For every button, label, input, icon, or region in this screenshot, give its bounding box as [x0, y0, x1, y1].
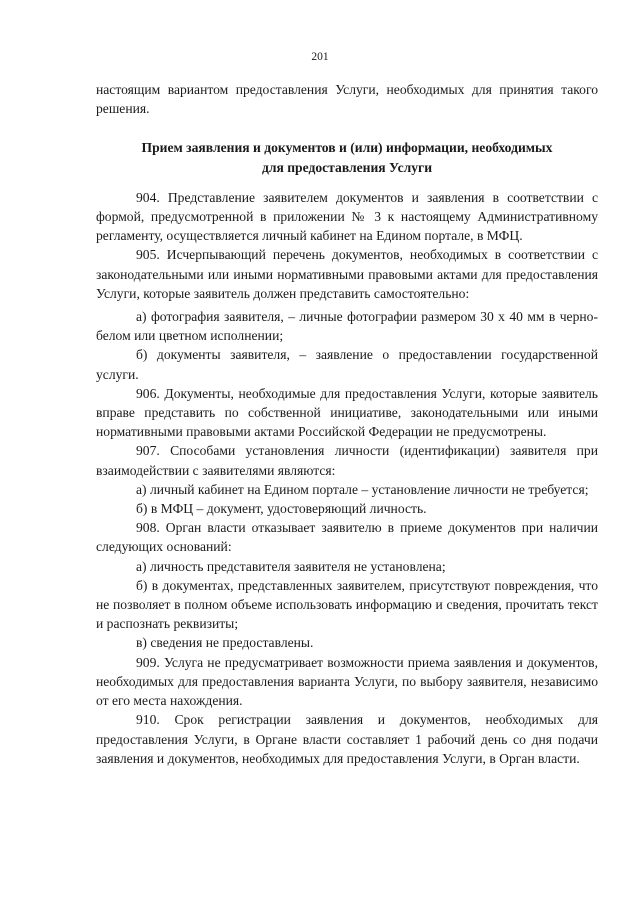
paragraph-906: 906. Документы, необходимые для предоставления Услуги, которые заявитель вправе представить по собственной инициативе, законодательными или иными нормативными правовыми актами Российской Федерации не предусмотрены.: [96, 385, 598, 440]
list-item-907-b: б) в МФЦ – документ, удостоверяющий личность.: [136, 501, 427, 517]
page-number: 201: [311, 51, 329, 63]
list-item-908-a: а) личность представителя заявителя не установлена;: [136, 558, 446, 574]
list-item-905-a: а) фотография заявителя, – личные фотографии размером 30 х 40 мм в черно-белом или цветном исполнении;: [96, 309, 598, 344]
section-heading-line-2: для предоставления Услуги: [261, 159, 433, 175]
paragraph-904: 904. Представление заявителем документов и заявления в соответствии с формой, предусмотренной в приложении № 3 к настоящему Административному регламенту, осуществляется личный кабинет на Едином портале, в МФЦ.: [96, 189, 598, 244]
section-heading-line-1: Прием заявления и документов и (или) информации, необходимых: [141, 140, 553, 156]
paragraph-910: 910. Срок регистрации заявления и документов, необходимых для предоставления Услуги, в Органе власти составляет 1 рабочий день со дня подачи заявления и документов, необходимых для предоставления Услуги, в Орган власти.: [96, 712, 598, 766]
paragraph-908: 908. Орган власти отказывает заявителю в приеме документов при наличии следующих оснований:: [96, 520, 598, 555]
list-item-908-b: б) в документах, представленных заявителем, присутствуют повреждения, что не позволяет в полном объеме использовать информацию и сведения, прочитать текст и распознать реквизиты;: [96, 577, 598, 632]
paragraph-907: 907. Способами установления личности (идентификации) заявителя при взаимодействии с заявителями являются:: [96, 443, 598, 478]
paragraph-905: 905. Исчерпывающий перечень документов, необходимых в соответствии с законодательными или иными нормативными правовыми актами для предоставления Услуги, которые заявитель должен представить самостоятельно:: [96, 247, 598, 301]
paragraph-909: 909. Услуга не предусматривает возможности приема заявления и документов, необходимых для предоставления варианта Услуги, по выбору заявителя, независимо от его места нахождения.: [96, 654, 598, 709]
list-item-908-c: в) сведения не предоставлены.: [136, 635, 314, 651]
section-heading: [96, 138, 598, 176]
list-item-905-b: б) документы заявителя, – заявление о предоставлении государственной услуги.: [96, 347, 598, 382]
intro-paragraph: настоящим вариантом предоставления Услуги, необходимых для принятия такого решения.: [96, 82, 598, 117]
list-item-907-a: а) личный кабинет на Едином портале – установление личности не требуется;: [136, 481, 589, 497]
document-body: [96, 80, 598, 768]
